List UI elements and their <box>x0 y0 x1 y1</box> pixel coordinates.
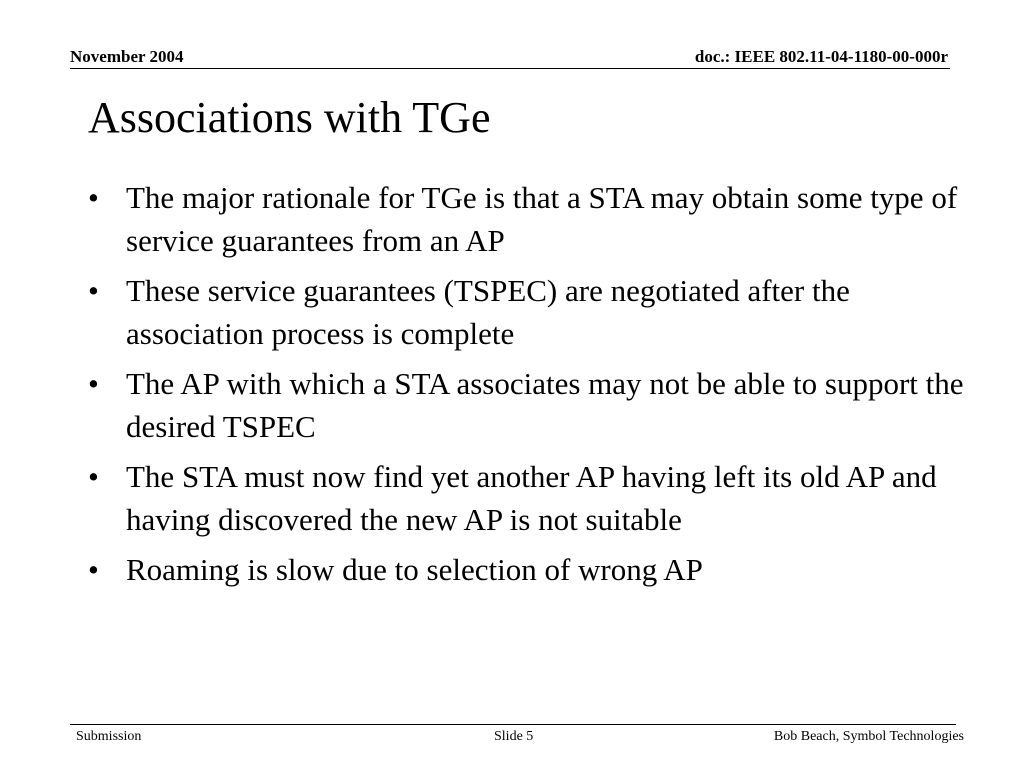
slide-title: Associations with TGe <box>88 93 491 142</box>
bullet-dot-icon: • <box>88 366 99 401</box>
footer-divider <box>70 724 956 725</box>
bullet-dot-icon: • <box>88 459 99 494</box>
bullet-item <box>88 455 968 541</box>
header-doc-id: doc.: IEEE 802.11-04-1180-00-000r <box>694 47 948 66</box>
bullet-text: These service guarantees (TSPEC) are negotiated after the association process is complete <box>126 273 850 351</box>
bullet-text: The AP with which a STA associates may not be able to support the desired TSPEC <box>126 366 964 444</box>
bullet-text: The major rationale for TGe is that a STA may obtain some type of service guarantees from an AP <box>126 180 958 258</box>
bullet-item <box>88 362 968 448</box>
bullet-dot-icon: • <box>88 273 99 308</box>
bullet-dot-icon: • <box>88 180 99 215</box>
bullet-text: Roaming is slow due to selection of wrong AP <box>126 552 703 587</box>
bullet-list <box>88 176 968 598</box>
bullet-item <box>88 548 968 591</box>
footer-submission: Submission <box>76 729 142 744</box>
footer-author: Bob Beach, Symbol Technologies <box>773 729 964 744</box>
bullet-dot-icon: • <box>88 552 99 587</box>
bullet-text: The STA must now find yet another AP having left its old AP and having discovered the new AP is not suitable <box>126 459 937 537</box>
bullet-item <box>88 176 968 262</box>
header-divider <box>70 68 950 69</box>
bullet-item <box>88 269 968 355</box>
footer-slide-number: Slide 5 <box>494 729 534 744</box>
header-date: November 2004 <box>70 47 184 66</box>
